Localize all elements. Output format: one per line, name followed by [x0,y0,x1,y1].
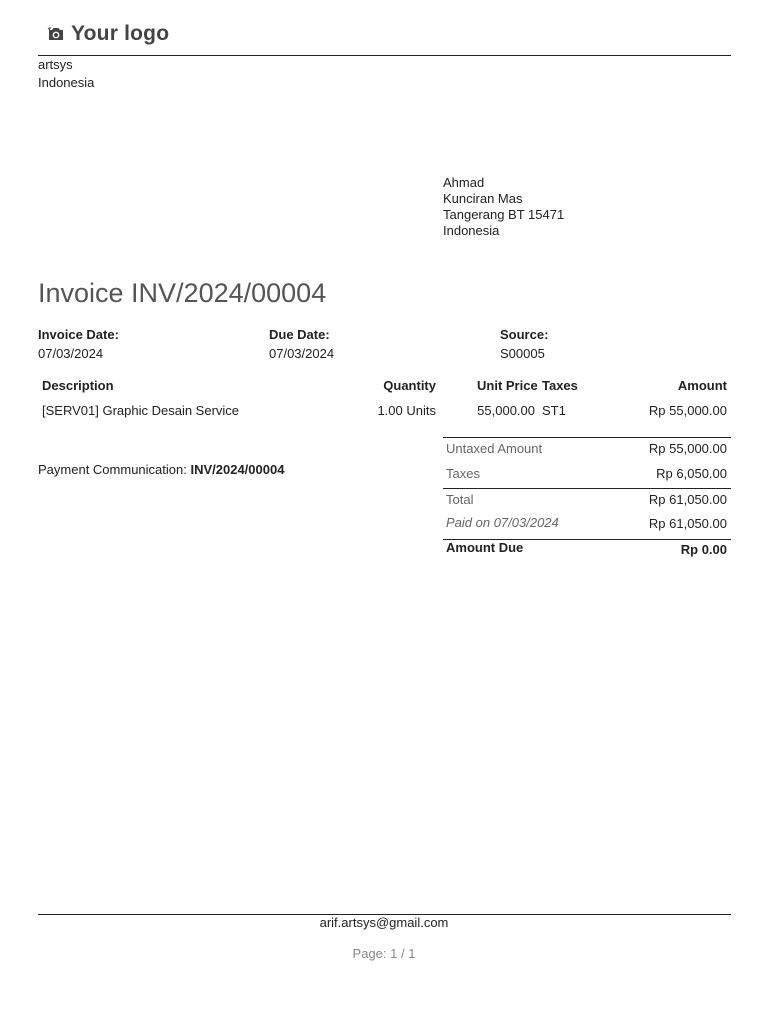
customer-name: Ahmad [443,175,485,190]
payment-communication [38,462,284,477]
header-divider [38,55,731,56]
source-label: Source: [500,327,549,342]
column-header-unit-price: Unit Price [477,378,538,393]
page-number: Page: 1 / 1 [352,946,416,961]
column-header-description: Description [42,378,114,393]
camera-icon [47,26,65,42]
row-taxes: ST1 [542,403,566,418]
customer-country: Indonesia [443,223,500,238]
row-amount: Rp 55,000.00 [648,403,727,418]
amount-due-label: Amount Due [446,540,524,555]
company-logo [47,22,169,46]
company-name: artsys [38,57,73,72]
payment-reference: INV/2024/00004 [190,462,285,477]
invoice-date-value: 07/03/2024 [38,346,104,361]
paid-amount-value: Rp 61,050.00 [648,516,727,531]
source-value: S00005 [500,346,545,361]
footer-email: arif.artsys@gmail.com [319,915,449,930]
payment-communication-label: Payment Communication: [38,462,187,477]
untaxed-amount-value: Rp 55,000.00 [648,441,727,456]
invoice-date-label: Invoice Date: [38,327,119,342]
row-description: [SERV01] Graphic Desain Service [42,403,240,418]
column-header-quantity: Quantity [383,378,436,393]
customer-city: Tangerang BT 15471 [443,207,565,222]
page-title: Invoice INV/2024/00004 [38,278,327,308]
column-header-taxes: Taxes [542,378,578,393]
total-divider [443,488,731,489]
customer-address [443,175,564,239]
row-unit-price: 55,000.00 [477,403,535,418]
total-value: Rp 61,050.00 [648,492,727,507]
total-label: Total [446,492,474,507]
customer-street: Kunciran Mas [443,191,523,206]
company-country: Indonesia [38,75,95,90]
amount-due-value: Rp 0.00 [680,542,727,557]
paid-on-label: Paid on 07/03/2024 [446,515,559,530]
column-header-amount: Amount [677,378,727,393]
logo-text: Your logo [71,22,170,45]
due-date-value: 07/03/2024 [269,346,335,361]
taxes-label: Taxes [446,466,480,481]
row-quantity: 1.00 Units [377,403,436,418]
company-address [38,56,94,92]
totals-top-divider [443,437,731,438]
untaxed-amount-label: Untaxed Amount [446,441,543,456]
due-date-label: Due Date: [269,327,330,342]
taxes-value: Rp 6,050.00 [656,466,727,481]
